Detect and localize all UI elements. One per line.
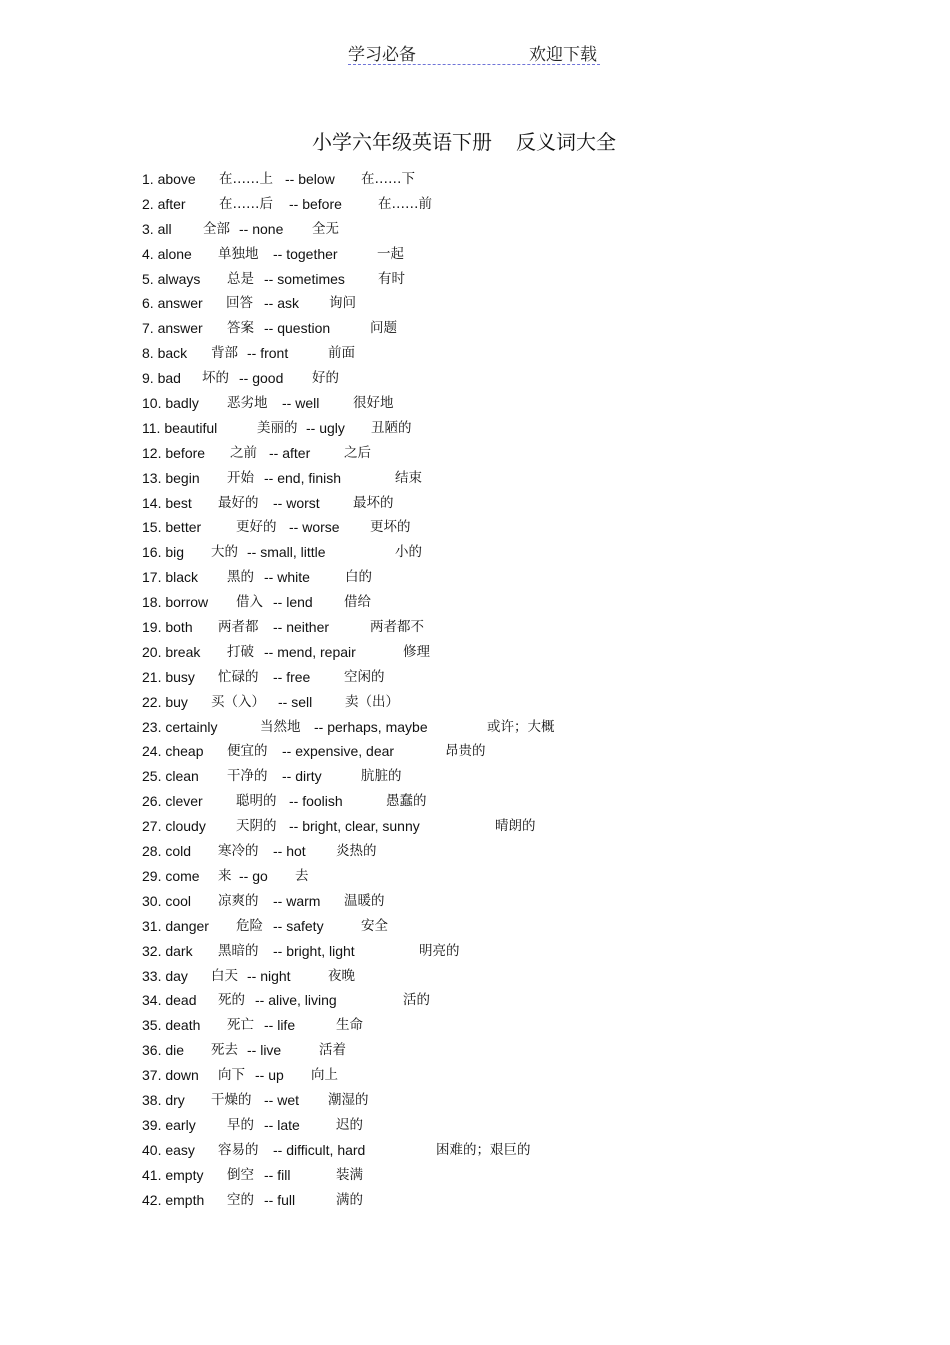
entry-word: 2. after	[142, 195, 186, 212]
entry-opposite-word: -- late	[264, 1116, 300, 1133]
entry-opposite-chinese-meaning: 在……下	[361, 171, 415, 187]
entry-opposite-chinese-meaning: 或许；大概	[487, 718, 555, 735]
entry-word: 8. back	[142, 345, 188, 362]
entry-opposite-chinese-meaning: 结束	[395, 469, 422, 486]
entry-word: 36. die	[142, 1042, 185, 1059]
entry-opposite-chinese-meaning: 很好地	[353, 395, 394, 412]
entry-word: 7. answer	[142, 320, 203, 337]
entry-opposite-word: -- worst	[273, 494, 320, 511]
entry-opposite-chinese-meaning: 装满	[336, 1166, 363, 1183]
entry-opposite-chinese-meaning: 昂贵的	[445, 743, 486, 760]
entry-opposite-word: -- none	[239, 220, 284, 237]
entry-word: 6. answer	[142, 295, 203, 312]
entry-opposite-word: -- bright, clear, sunny	[289, 818, 420, 835]
entry-opposite-word: -- well	[282, 395, 320, 412]
entry-opposite-chinese-meaning: 潮湿的	[328, 1091, 369, 1108]
entry-opposite-chinese-meaning: 明亮的	[419, 942, 460, 959]
entry-word: 35. death	[142, 1017, 201, 1034]
entry-word: 4. alone	[142, 245, 192, 262]
entry-opposite-word: -- sell	[278, 693, 313, 710]
entry-chinese-meaning: 空的	[227, 1191, 254, 1208]
entry-opposite-chinese-meaning: 好的	[312, 370, 339, 387]
entry-opposite-chinese-meaning: 去	[295, 867, 309, 884]
entry-opposite-chinese-meaning: 向上	[311, 1067, 338, 1084]
entry-opposite-word: -- ask	[264, 295, 299, 312]
header-right-text: 欢迎下载	[529, 45, 597, 65]
entry-word: 25. clean	[142, 768, 199, 785]
entry-opposite-chinese-meaning: 白的	[345, 569, 372, 586]
entry-word: 15. better	[142, 519, 202, 536]
entry-opposite-chinese-meaning: 小的	[395, 544, 422, 561]
entry-opposite-word: -- warm	[273, 892, 321, 909]
entry-opposite-word: -- sometimes	[264, 270, 345, 287]
entry-chinese-meaning: 更好的	[236, 519, 277, 536]
entry-opposite-word: -- lend	[273, 594, 313, 611]
entry-opposite-word: -- ugly	[306, 419, 345, 436]
entry-chinese-meaning: 打破	[227, 643, 254, 660]
entry-opposite-chinese-meaning: 愚蠢的	[386, 793, 427, 810]
entry-word: 1. above	[142, 171, 196, 187]
entry-chinese-meaning: 之前	[230, 444, 257, 461]
entry-opposite-word: -- difficult, hard	[273, 1141, 366, 1158]
entry-opposite-chinese-meaning: 最坏的	[353, 494, 394, 511]
entry-word: 28. cold	[142, 843, 192, 860]
header-left-text: 学习必备	[348, 45, 416, 65]
entry-chinese-meaning: 死亡	[227, 1017, 254, 1034]
entry-chinese-meaning: 总是	[227, 270, 254, 287]
entry-opposite-word: -- bright, light	[273, 942, 355, 959]
entry-word: 19. both	[142, 619, 193, 636]
entry-chinese-meaning: 单独地	[218, 245, 259, 262]
entry-opposite-chinese-meaning: 活着	[319, 1042, 346, 1059]
entry-word: 42. empth	[142, 1191, 205, 1208]
entry-opposite-chinese-meaning: 询问	[329, 295, 356, 312]
entry-opposite-chinese-meaning: 在……前	[378, 195, 432, 212]
entry-word: 21. busy	[142, 668, 195, 685]
entry-word: 11. beautiful	[142, 419, 218, 436]
entry-word: 5. always	[142, 270, 201, 287]
entry-chinese-meaning: 回答	[226, 295, 253, 312]
entry-chinese-meaning: 向下	[218, 1067, 245, 1084]
entry-opposite-chinese-meaning: 丑陋的	[371, 419, 412, 436]
entry-opposite-chinese-meaning: 问题	[370, 320, 397, 337]
entry-chinese-meaning: 危险	[236, 917, 263, 934]
entry-opposite-word: -- free	[273, 668, 311, 685]
entry-word: 40. easy	[142, 1141, 195, 1158]
entry-chinese-meaning: 黑暗的	[218, 942, 259, 959]
entry-chinese-meaning: 在……后	[219, 195, 273, 212]
entry-word: 13. begin	[142, 469, 200, 486]
entry-word: 20. break	[142, 643, 201, 660]
entry-word: 30. cool	[142, 892, 192, 909]
entry-opposite-chinese-meaning: 生命	[336, 1017, 363, 1034]
entry-opposite-word: -- neither	[273, 619, 330, 636]
entry-chinese-meaning: 两者都	[218, 619, 259, 636]
entry-opposite-word: -- full	[264, 1191, 296, 1208]
entry-word: 22. buy	[142, 693, 188, 710]
entry-opposite-word: -- mend, repair	[264, 643, 356, 660]
entry-chinese-meaning: 死去	[211, 1042, 238, 1059]
title-main: 小学六年级英语下册	[312, 130, 492, 154]
document-title	[312, 126, 616, 155]
entry-word: 24. cheap	[142, 743, 204, 760]
entry-chinese-meaning: 在……上	[219, 171, 273, 187]
entry-word: 16. big	[142, 544, 185, 561]
entry-chinese-meaning: 白天	[211, 967, 238, 984]
entry-opposite-chinese-meaning: 夜晚	[328, 967, 355, 984]
entry-chinese-meaning: 干燥的	[211, 1091, 252, 1108]
entry-chinese-meaning: 聪明的	[236, 793, 277, 810]
entry-word: 14. best	[142, 494, 192, 511]
entry-chinese-meaning: 早的	[227, 1116, 254, 1133]
entry-opposite-word: -- before	[289, 195, 342, 212]
entry-opposite-word: -- together	[273, 245, 338, 262]
entry-opposite-chinese-meaning: 安全	[361, 917, 388, 934]
entry-word: 31. danger	[142, 917, 209, 934]
entry-opposite-word: -- night	[247, 967, 291, 984]
entry-opposite-chinese-meaning: 修理	[403, 643, 430, 660]
entry-chinese-meaning: 忙碌的	[218, 668, 259, 685]
entry-chinese-meaning: 全部	[203, 220, 230, 237]
entry-chinese-meaning: 倒空	[227, 1166, 254, 1183]
entry-chinese-meaning: 黑的	[227, 569, 254, 586]
entry-opposite-chinese-meaning: 更坏的	[370, 519, 411, 536]
entry-chinese-meaning: 天阴的	[236, 818, 277, 835]
entry-opposite-chinese-meaning: 卖（出）	[345, 693, 399, 710]
entry-opposite-chinese-meaning: 肮脏的	[361, 768, 402, 785]
entry-opposite-word: -- wet	[264, 1091, 299, 1108]
entry-opposite-word: -- life	[264, 1017, 296, 1034]
entry-word: 37. down	[142, 1067, 199, 1084]
entry-opposite-word: -- go	[239, 867, 268, 884]
entry-chinese-meaning: 来	[218, 867, 232, 884]
entry-word: 32. dark	[142, 942, 193, 959]
entry-opposite-word: -- end, finish	[264, 469, 342, 486]
entry-opposite-word: -- front	[247, 345, 289, 362]
entry-word: 17. black	[142, 569, 199, 586]
entry-opposite-word: -- hot	[273, 843, 306, 860]
entry-chinese-meaning: 干净的	[227, 768, 268, 785]
entry-chinese-meaning: 美丽的	[257, 419, 298, 436]
entry-opposite-word: -- dirty	[282, 768, 322, 785]
entry-chinese-meaning: 背部	[211, 345, 238, 362]
title-sub: 反义词大全	[516, 130, 616, 154]
entry-opposite-word: -- fill	[264, 1166, 291, 1183]
entry-chinese-meaning: 死的	[218, 992, 245, 1009]
entry-word: 10. badly	[142, 395, 199, 412]
entry-chinese-meaning: 坏的	[202, 370, 229, 387]
entry-word: 39. early	[142, 1116, 196, 1133]
entry-opposite-chinese-meaning: 借给	[344, 594, 371, 611]
entry-opposite-word: -- after	[269, 444, 311, 461]
entry-word: 41. empty	[142, 1166, 204, 1183]
entry-opposite-word: -- perhaps, maybe	[314, 718, 428, 735]
entry-chinese-meaning: 容易的	[218, 1141, 259, 1158]
entry-opposite-word: -- safety	[273, 917, 324, 934]
entry-opposite-word: -- live	[247, 1042, 282, 1059]
entry-chinese-meaning: 答案	[227, 320, 254, 337]
entry-opposite-word: -- foolish	[289, 793, 343, 810]
entry-chinese-meaning: 大的	[211, 544, 238, 561]
entry-word: 9. bad	[142, 370, 181, 387]
entry-opposite-chinese-meaning: 满的	[336, 1191, 363, 1208]
entry-opposite-chinese-meaning: 迟的	[336, 1116, 363, 1133]
entry-word: 29. come	[142, 867, 200, 884]
entry-word: 23. certainly	[142, 718, 218, 735]
entry-opposite-chinese-meaning: 炎热的	[336, 843, 377, 860]
entry-chinese-meaning: 便宜的	[227, 743, 268, 760]
entry-opposite-word: -- good	[239, 370, 284, 387]
entry-opposite-word: -- worse	[289, 519, 340, 536]
entry-opposite-chinese-meaning: 前面	[328, 345, 355, 362]
entry-chinese-meaning: 开始	[227, 469, 254, 486]
entry-opposite-word: -- alive, living	[255, 992, 337, 1009]
entry-word: 18. borrow	[142, 594, 209, 611]
entry-chinese-meaning: 寒冷的	[218, 843, 259, 860]
entry-opposite-word: -- question	[264, 320, 331, 337]
entry-opposite-chinese-meaning: 有时	[378, 270, 405, 287]
entry-opposite-chinese-meaning: 之后	[344, 444, 371, 461]
entry-opposite-word: -- small, little	[247, 544, 326, 561]
entry-opposite-chinese-meaning: 空闲的	[344, 668, 385, 685]
entry-word: 3. all	[142, 220, 172, 237]
entry-chinese-meaning: 买（入）	[211, 693, 265, 710]
entry-opposite-chinese-meaning: 全无	[312, 220, 339, 237]
entry-chinese-meaning: 恶劣地	[227, 395, 268, 412]
entry-word: 34. dead	[142, 992, 197, 1009]
entry-opposite-chinese-meaning: 温暖的	[344, 892, 385, 909]
entry-opposite-word: -- expensive, dear	[282, 743, 395, 760]
entry-word: 38. dry	[142, 1091, 185, 1108]
entry-chinese-meaning: 当然地	[260, 718, 301, 735]
entry-opposite-chinese-meaning: 困难的；艰巨的	[436, 1141, 531, 1158]
entry-word: 33. day	[142, 967, 188, 984]
entry-chinese-meaning: 凉爽的	[218, 892, 259, 909]
entry-opposite-chinese-meaning: 一起	[377, 245, 404, 262]
page-header	[348, 40, 600, 65]
entry-opposite-word: -- white	[264, 569, 310, 586]
entry-word: 12. before	[142, 444, 206, 461]
entry-opposite-word: -- below	[285, 171, 335, 187]
entry-word: 27. cloudy	[142, 818, 206, 835]
entry-word: 26. clever	[142, 793, 203, 810]
entry-chinese-meaning: 最好的	[218, 494, 259, 511]
entry-opposite-word: -- up	[255, 1067, 284, 1084]
entry-chinese-meaning: 借入	[236, 594, 263, 611]
entry-opposite-chinese-meaning: 晴朗的	[495, 818, 536, 835]
entry-opposite-chinese-meaning: 活的	[403, 992, 430, 1009]
entry-opposite-chinese-meaning: 两者都不	[370, 619, 424, 636]
